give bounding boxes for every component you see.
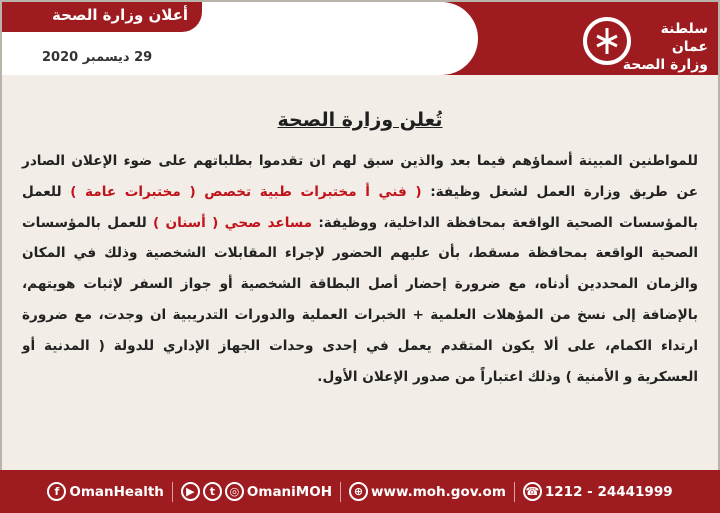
instagram-icon: ◎ xyxy=(225,482,244,501)
ministry-name-line1: سلطنة عمان xyxy=(660,21,708,55)
ministry-name xyxy=(620,20,708,74)
website-url: www.moh.gov.om xyxy=(371,483,506,500)
body-part-1: للمواطنين المبينة أسماؤهم فيما بعد والذين سبق لهم ان تقدموا بطلباتهم على ضوء الإعلان الصادر عن طريق وزارة العمل لشغل وظيفة: xyxy=(22,153,698,200)
announcement-label: أعلان وزارة الصحة xyxy=(52,6,189,24)
announcement-body xyxy=(22,146,698,392)
phone-icon: ☎ xyxy=(523,482,542,501)
announcement-date: 29 ديسمبر 2020 xyxy=(42,50,153,65)
ministry-name-line2: وزارة الصحة xyxy=(622,57,708,73)
footer-divider xyxy=(514,482,515,502)
body-part-3: للعمل بالمؤسسات الصحية الواقعة بمحافظة مسقط، بأن عليهم الحضور لإجراء المقابلات الشخصية وذلك في المكان والزمان المحددين أدناه، مع ضرورة إحضار أصل البطاقة الشخصية أو جواز السفر لإثبات هويتهم، بالإضافة إلى نسخ من المؤهلات العلمية + الخبرات العملية والدورات التدريبية ان وجدت، مع ضرورة ارتداء الكمام، على ألا يكون المتقدم يعمل في إحدى وحدات الجهاز الإداري للدولة ( المدنية أو العسكرية و الأمنية ) وذلك اعتباراً من صدور الإعلان الأول. xyxy=(22,214,698,385)
facebook-icon: f xyxy=(47,482,66,501)
body-part-2: للعمل بالمؤسسات الصحية الواقعة بمحافظة الداخلية، ووظيفة: xyxy=(22,183,698,231)
globe-icon: ⊕ xyxy=(349,482,368,501)
website-link[interactable] xyxy=(349,482,506,501)
footer-divider xyxy=(340,482,341,502)
job-title-lab: ( فني أ مختبرات طبية تخصص ( مختبرات عامة ) xyxy=(61,183,422,200)
job-title-dental: مساعد صحي ( أسنان ) xyxy=(146,214,313,231)
page-title: تُعلن وزارة الصحة xyxy=(277,109,443,131)
twitter-icon: t xyxy=(203,482,222,501)
footer-divider xyxy=(172,482,173,502)
footer xyxy=(0,470,720,513)
header xyxy=(2,2,718,75)
header-white-panel xyxy=(2,2,442,75)
facebook-handle: OmanHealth xyxy=(69,483,164,500)
youtube-icon: ▶ xyxy=(181,482,200,501)
phone-link[interactable] xyxy=(523,482,673,501)
phone-number: 1212 - 24441999 xyxy=(544,483,673,500)
facebook-link[interactable] xyxy=(47,482,164,501)
social-link[interactable] xyxy=(181,482,332,501)
announcement-tab xyxy=(2,2,202,32)
social-handle: OmaniMOH xyxy=(246,483,333,500)
